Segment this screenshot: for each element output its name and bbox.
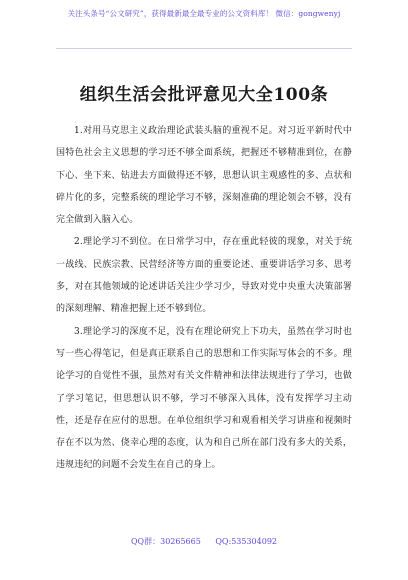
- page-header: [0, 8, 408, 19]
- paragraph-1: 1.对用马克思主义政治理论武装头脑的重视不足。对习近平新时代中国特色社会主义思想的学习还不够全面系统，把握还不够精准到位，在静下心、坐下来、钻进去方面做得还不够，思想认识主观感性的多、点状和碎片化的多，完整系统的理论学习不够，深刻准确的理论领会不够，没有完全做到入脑入心。: [56, 126, 352, 226]
- header-divider: [56, 48, 352, 49]
- page-footer: [0, 536, 408, 547]
- footer-qq-number: QQ:535304092: [215, 537, 277, 546]
- paragraph-3: 3.理论学习的深度不足，没有在理论研究上下功夫，虽然在学习时也写一些心得笔记，但是真正联系自己的思想和工作实际写体会的不多。理论学习的自觉性不强，虽然对有关文件精神和法律法规进行了学习，也做了学习笔记，但思想认识不够，学习不够深入具体，没有发挥学习主动性，还是存在应付的思想。在单位组织学习和观看相关学习讲座和视频时存在不以为然、侥幸心理的态度，认为和自己所在部门没有多大的关系，违规违纪的问题不会发生在自己的身上。: [56, 326, 352, 471]
- header-promo-text: 关注头条号“公文研究”，获得最新最全最专业的公文资料库！ 微信：gongwenyj: [67, 9, 341, 18]
- paragraph-2: 2.理论学习不到位。在日常学习中，存在重此轻彼的现象，对关于统一战线、民族宗教、民营经济等方面的重要论述、重要讲话学习多、思考多，对在其他领域的论述讲话关注少学习少，导致对党中央重大决策部署的深刻理解、精准把握上还不够到位。: [56, 237, 352, 315]
- footer-qq-group: QQ群：30265665: [130, 537, 201, 546]
- document-title: 组织生活会批评意见大全100条: [79, 85, 329, 105]
- document-body: [56, 120, 352, 477]
